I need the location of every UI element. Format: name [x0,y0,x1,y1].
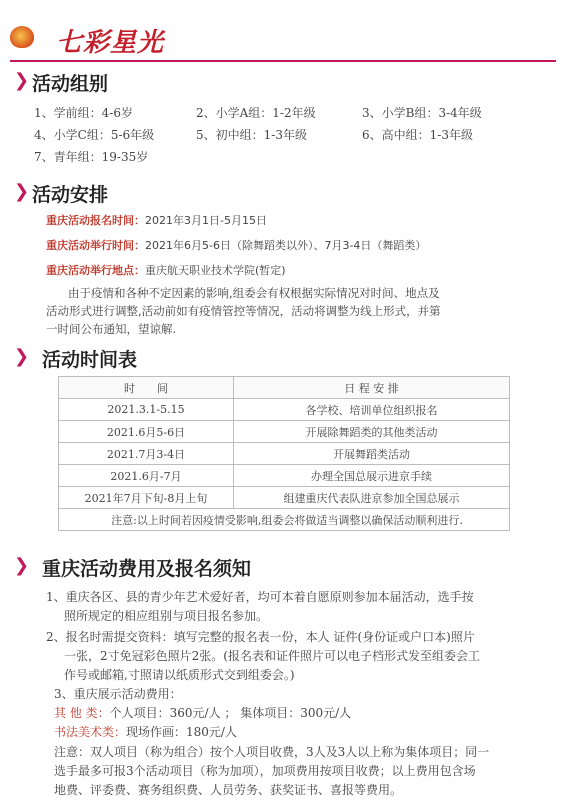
table-header-row [59,377,510,399]
event-cell: 开展舞蹈类活动 [234,443,510,465]
fee-other [54,704,351,721]
fee-art-value: 现场作画：180元/人 [126,725,237,739]
section-title-schedule: 活动安排 [32,184,109,206]
column-header-schedule: 日 程 安 排 [234,377,510,399]
time-cell: 2021.3.1-5.15 [59,399,234,421]
fee-art-label: 书法美术类： [54,725,127,739]
section-title-timetable: 活动时间表 [42,349,138,371]
group-item: 3、小学B组：3-4年级 [362,106,482,120]
table-row [59,465,510,487]
event-cell: 组建重庆代表队进京参加全国总展示 [234,487,510,509]
brand-logo-icon [10,26,34,48]
event-time-label: 重庆活动举行时间： [46,239,145,252]
event-location-label: 重庆活动举行地点： [46,264,145,277]
chevron-right-icon: ❯ [14,181,30,202]
section-title-fees: 重庆活动费用及报名须知 [42,558,252,580]
event-time-value: 2021年6月5-6日（除舞蹈类以外）、7月3-4日（舞蹈类） [145,239,427,252]
group-item: 7、青年组：19-35岁 [34,150,149,164]
time-cell: 2021.7月3-4日 [59,443,234,465]
chevron-right-icon: ❯ [14,70,30,91]
chevron-right-icon: ❯ [14,555,30,576]
registration-time-value: 2021年3月1日-5月15日 [145,214,267,227]
notice-line: 活动形式进行调整,活动前如有疫情管控等情况，活动将调整为线上形式，并第 [46,304,441,318]
fees-note-line: 注意：双人项目（称为组合）按个人项目收费，3人及3人以上称为集体项目；同一 [54,745,490,759]
fees-paragraph-line: 作号或邮箱,寸照请以纸质形式交到组委会。) [64,668,295,682]
table-row [59,421,510,443]
brand-name: 七彩星光 [56,28,165,58]
notice-line: 由于疫情和各种不定因素的影响,组委会有权根据实际情况对时间、地点及 [68,286,440,300]
group-item: 2、小学A组：1-2年级 [196,106,316,120]
registration-time-label: 重庆活动报名时间： [46,214,145,227]
notice-line: 一时间公布通知，望谅解. [46,322,177,336]
section-title-groups: 活动组别 [32,73,109,95]
event-cell: 各学校、培训单位组织报名 [234,399,510,421]
fees-paragraph-line: 1、重庆各区、县的青少年艺术爱好者，均可本着自愿原则参加本届活动，选手按 [46,590,474,604]
chevron-right-icon: ❯ [14,346,30,367]
fees-paragraph-line: 2、报名时需提交资料：填写完整的报名表一份，本人 证件(身份证或户口本)照片 [46,630,475,644]
table-row [59,443,510,465]
fee-other-value: 个人项目：360元/人 ； 集体项目：300元/人 [109,706,352,720]
group-item: 5、初中组：1-3年级 [196,128,307,142]
fees-paragraph-line: 一张，2寸免冠彩色照片2张。(报名表和证件照片可以电子档形式发至组委会工 [64,649,480,663]
fees-paragraph-line: 照所规定的相应组别与项目报名参加。 [64,609,269,623]
table-row [59,399,510,421]
group-item: 6、高中组：1-3年级 [362,128,473,142]
time-cell: 2021.6月-7月 [59,465,234,487]
fee-other-label: 其 他 类： [54,706,110,720]
column-header-time: 时 间 [59,377,234,399]
group-item: 1、学前组：4-6岁 [34,106,133,120]
table-note: 注意:以上时间若因疫情受影响,组委会将做适当调整以确保活动顺利进行. [59,509,510,531]
fee-art [54,723,237,740]
group-item: 4、小学C组：5-6年级 [34,128,155,142]
event-location-value: 重庆航天职业技术学院(暂定) [145,264,286,277]
table-note-row [59,509,510,531]
fees-note-line: 选手最多可报3个活动项目（称为加项），加项费用按项目收费；以上费用包含场 [54,764,476,778]
time-cell: 2021年7月下旬-8月上旬 [59,487,234,509]
table-row [59,487,510,509]
registration-time [46,212,267,228]
time-cell: 2021.6月5-6日 [59,421,234,443]
fees-note-line: 地费、评委费、赛务组织费、人员劳务、获奖证书、喜报等费用。 [54,783,403,797]
event-cell: 开展除舞蹈类的其他类活动 [234,421,510,443]
event-time [46,237,426,253]
fees-paragraph-line: 3、重庆展示活动费用： [54,687,182,701]
event-location [46,262,286,278]
event-cell: 办理全国总展示进京手续 [234,465,510,487]
timetable [58,376,510,531]
header-divider [10,60,556,62]
